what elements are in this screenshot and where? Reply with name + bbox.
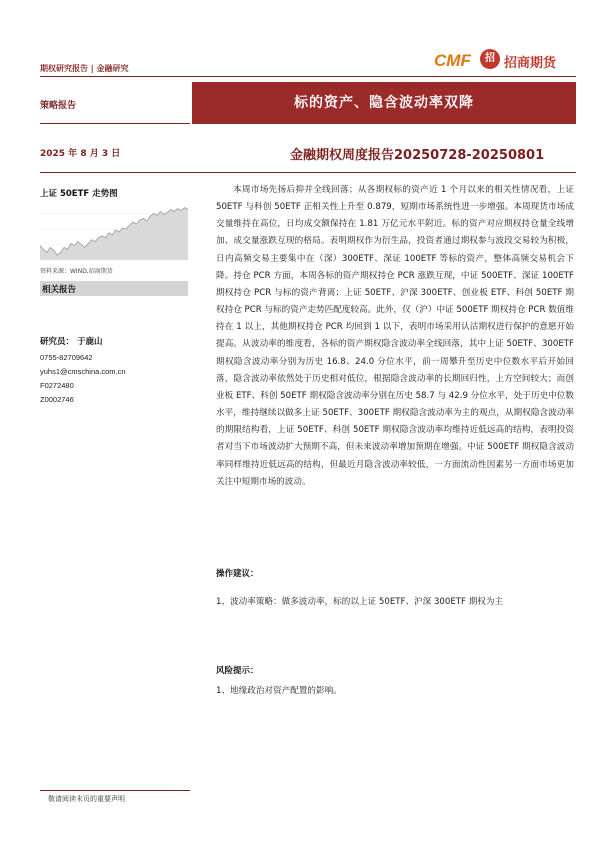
footer-disclaimer: 敬请阅读末页的重要声明	[48, 795, 125, 803]
summary-paragraph: 本周市场先扬后抑并全线回落；从各期权标的资产近 1 个月以来的相关性情况看，上证 50ETF 与科创 50ETF 正相关性上升至 0.879，短期市场系统性进一步增强。本周现货市场成交量维持在高位，日均成交额保持在 1.81 万亿元水平附近。标的资产对应期权持仓量全线增加、成交量涨跌互现的格局。表明期权作为衍生品，投资者通过期权参与波段交易较为积极，日内高频交易主要集中在（深）300ETF、深证 100ETF 等标的资产，整体高频交易机会下降。持仓 PCR 方面，本周各标的资产期权持仓 PCR 涨跌互现，中证 500ETF、深证 100ETF 期权持仓 PCR 与标的资产背离；上证 50ETF、沪深 300ETF、创业板 ETF、科创 50ETF 期权持仓 PCR 与标的资产走势匹配度较高。此外，仅（沪）中证 500ETF 期权持仓 PCR 数值维持在 1 以上，其他期权持仓 PCR 均回到 1 以下，表明市场采用认沽期权进行保护的意愿开始提高。从波动率的维度看，各标的资产期权隐含波动率全线回落，其中上证 50ETF、300ETF 期权隐含波动率分别为历史 16.8、24.0 分位水平，前一周攀升至历史中位数水平后开始回落，隐含波动率依然处于历史相对低位，根据隐含波动率的长期回归性，上方空间较大；而创业板 ETF、科创 50ETF 期权隐含波动率分别在历史 58.7 与 42.9 分位水平，处于历史中位数水平，维持继续以做多上证 50ETF、300ETF 期权隐含波动率为主的观点，从期权隐含波动率的期限结构看，上证 50ETF、科创 50ETF 期权隐含波动率均维持近低远高的结构，表明投资者对当下市场波动扩大预期不高，但未来波动率增加预期在增强。中证 500ETF 期权隐含波动率同样维持近低远高的结构，但最近月隐含波动率较低，一方面流动性因素另一方面市场更加关注中短期市场的波动。	[216, 185, 574, 487]
risk-item: 1、地缘政治对资产配置的影响。	[216, 686, 342, 696]
operation-item: 1、波动率策略：做多波动率，标的以上证 50ETF、沪深 300ETF 期权为主	[216, 597, 504, 607]
etf-trend-svg	[40, 198, 188, 260]
report-category: 期权研究报告 | 金融研究	[40, 64, 129, 73]
header-divider	[40, 76, 576, 77]
logo-cn: 招商期货	[504, 56, 557, 71]
sidebar-chart-title: 上证 50ETF 走势图	[40, 189, 118, 199]
analyst-name: 研究员： 于鹿山	[40, 337, 103, 347]
etf-trend-chart	[40, 198, 188, 260]
report-title: 金融期权周度报告20250728-20250801	[290, 148, 545, 163]
operation-heading: 操作建议：	[216, 569, 259, 579]
analyst-email: yuhs1@cmschina.com.cn	[40, 367, 126, 376]
title-banner	[192, 82, 576, 124]
banner-title: 标的资产、隐含波动率双降	[294, 95, 474, 111]
risk-heading: 风险提示：	[216, 666, 259, 676]
footer-divider	[40, 790, 190, 791]
company-logo	[434, 49, 574, 73]
analyst-license-z: Z0002746	[40, 395, 74, 404]
related-reports-bar	[40, 281, 188, 296]
title-divider	[40, 172, 576, 173]
report-type: 策略报告	[40, 101, 77, 111]
logo-mark-icon: 招	[480, 49, 500, 69]
analyst-phone: 0755-82709642	[40, 353, 93, 362]
report-type-divider	[40, 123, 190, 124]
chart-source: 资料来源：WIND,招商期货	[40, 268, 113, 275]
analyst-license-f: F0272480	[40, 381, 74, 390]
related-reports-label: 相关报告	[42, 285, 77, 295]
logo-en: CMF	[434, 51, 471, 70]
report-date: 2025 年 8 月 3 日	[40, 149, 121, 159]
trend-area	[40, 208, 188, 260]
